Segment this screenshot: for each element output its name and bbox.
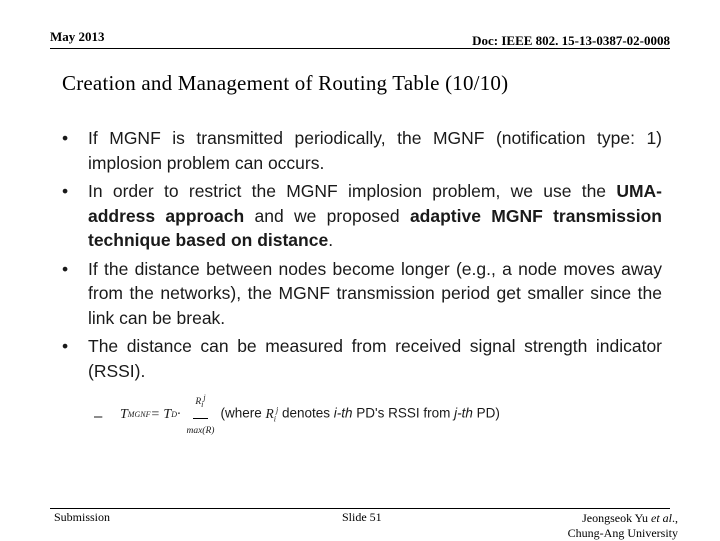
slide-body [62, 126, 662, 437]
sub-bullet-formula [62, 393, 662, 437]
bullet-dot-icon: • [62, 336, 69, 356]
slide-header-date: May 2013 [50, 29, 105, 44]
bullet-dot-icon: • [62, 128, 69, 148]
fraction-denominator: max(R) [186, 426, 215, 437]
bullet-item [62, 179, 662, 253]
slide-header-doc-id: Doc: IEEE 802. 15-13-0387-02-0008 [472, 33, 670, 48]
bullet-bold-text: UMA-address approach [88, 181, 662, 226]
dash-bullet-icon: – [94, 408, 103, 425]
slide-title: Creation and Management of Routing Table (10/10) [62, 71, 509, 95]
bullet-text: If the distance between nodes become longer (e.g., a node moves away from the networks), the MGNF transmission period get smaller since the link can be break. [88, 258, 662, 328]
footer-slide-number: Slide 51 [342, 510, 382, 524]
formula-note: (where $R_i^j$ denotes i-th PD's RSSI from j-th PD) [220, 405, 500, 424]
formula-fraction [186, 386, 214, 443]
fraction-numerator: $R_i^j$ [193, 386, 207, 419]
bullet-text: In order to restrict the MGNF implosion problem, we use the [88, 181, 617, 201]
footer-author: Jeongseok Yu et al., Chung-Ang University [567, 511, 678, 540]
bullet-bold-text: adaptive MGNF transmission technique based on distance [88, 205, 662, 250]
header-rule [50, 48, 670, 49]
bullet-dot-icon: • [62, 181, 69, 201]
bullet-item [62, 257, 662, 331]
bullet-dot-icon: • [62, 258, 69, 279]
bullet-text: The distance can be measured from received signal strength indicator (RSSI). [88, 336, 662, 381]
footer-rule [50, 508, 670, 509]
tmgnf-formula: T MGNF = T D · $\frac{R_i^j}{\max(R)}$ [120, 386, 220, 443]
footer-submission: Submission [54, 510, 111, 524]
bullet-text: . [328, 230, 334, 250]
bullet-item [62, 334, 662, 383]
bullet-text: If MGNF is transmitted periodically, the MGNF (notification type: 1) implosion problem can occurs. [88, 128, 662, 173]
bullet-text: and we proposed [244, 205, 410, 226]
bullet-item [62, 126, 662, 175]
